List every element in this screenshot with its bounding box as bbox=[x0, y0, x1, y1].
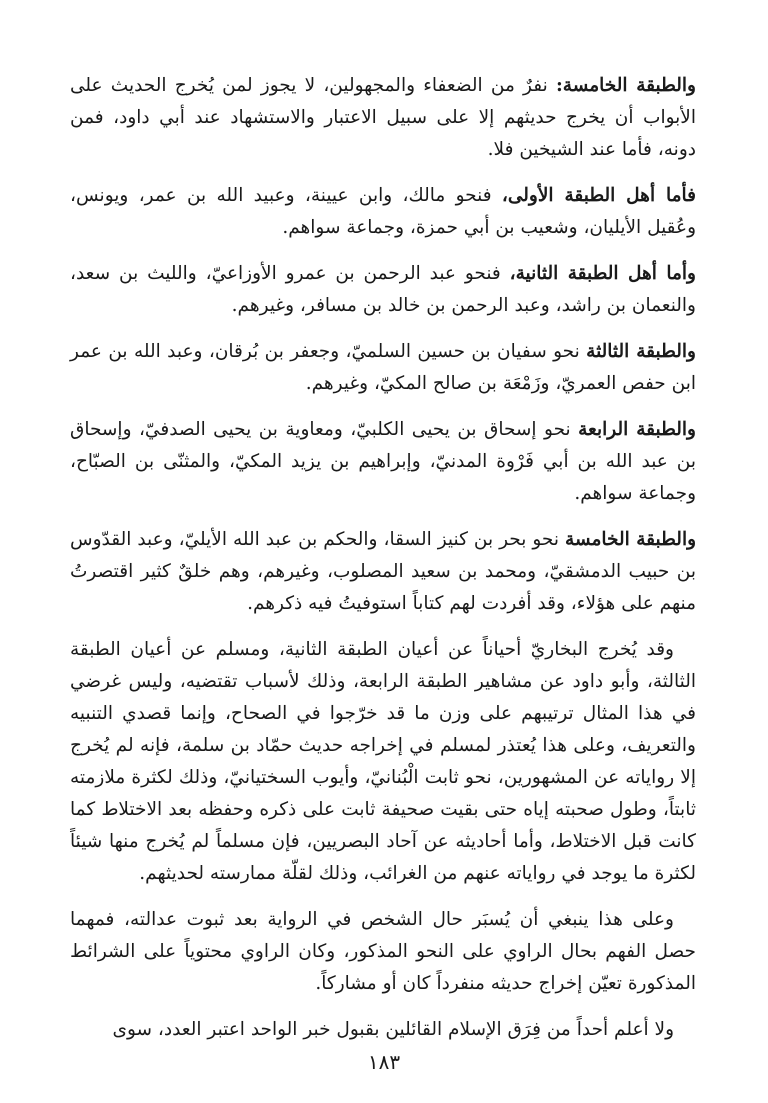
paragraph-tabaqa-3-members bbox=[70, 336, 696, 400]
paragraph-text: وقد يُخرج البخاريّ أحياناً عن أعيان الطبقة الثانية، ومسلم عن أعيان الطبقة الثالثة، وأبو داود عن مشاهير الطبقة الرابعة، وذلك لأسباب تقتضيه، وليس غرضي في هذا المثال ترتيبهم على وزن ما قد خرّجوا في الصحاح، وإنما قصدي التنبيه والتعريف، وعلى هذا يُعتذر لمسلم في إخراجه حديث حمّاد بن سلمة، فإنه لم يُخرج إلا رواياته عن المشهورين، نحو ثابت الْبُنانيّ، وأيوب السختيانيّ، وذلك لكثرة ملازمته ثابتاً، وطول صحبته إياه حتى بقيت صحيفة ثابت على ذكره وحفظه بعد الاختلاط كما كانت قبل الاختلاط، وأما أحاديثه عن آحاد البصريين، فإن مسلماً لم يُخرج منها شيئاً لكثرة ما يوجد في رواياته عنهم من الغرائب، وذلك لقلّة ممارسته لحديثهم. bbox=[70, 639, 696, 884]
paragraph-text: ولا أعلم أحداً من فِرَق الإسلام القائلين بقبول خبر الواحد اعتبر العدد، سوى bbox=[112, 1019, 674, 1040]
paragraph-narrator-assessment bbox=[70, 904, 696, 1000]
paragraph-text: فنحو مالك، وابن عيينة، وعبيد الله بن عمر، ويونس، وعُقيل الأيليان، وشعيب بن أبي حمزة، وجماعة سواهم. bbox=[70, 185, 696, 238]
paragraph-tabaqa-5-members bbox=[70, 524, 696, 620]
paragraph-text: فنحو عبد الرحمن بن عمرو الأوزاعيّ، والليث بن سعد، والنعمان بن راشد، وعبد الرحمن بن خالد بن مسافر، وغيرهم. bbox=[70, 263, 696, 316]
paragraph-bukhari-muslim-note bbox=[70, 634, 696, 890]
paragraph-tabaqa-2-members bbox=[70, 258, 696, 322]
page-number: ١٨٣ bbox=[367, 1050, 401, 1074]
paragraph-text: نحو بحر بن كنيز السقا، والحكم بن عبد الله الأيليّ، وعبد القدّوس بن حبيب الدمشقيّ، ومحمد بن سعيد المصلوب، وغيرهم، وهم خلقٌ كثير اقتصرتُ منهم على هؤلاء، وقد أفردت لهم كتاباً استوفيتُ فيه ذكرهم. bbox=[70, 529, 696, 614]
paragraph-text: نحو سفيان بن حسين السلميّ، وجعفر بن بُرقان، وعبد الله بن عمر ابن حفص العمريّ، وزَمْعَة بن صالح المكيّ، وغيرهم. bbox=[70, 341, 696, 394]
paragraph-text: وعلى هذا ينبغي أن يُسبَر حال الشخص في الرواية بعد ثبوت عدالته، فمهما حصل الفهم بحال الراوي على النحو المذكور، وكان الراوي محتوياً على الشرائط المذكورة تعيّن إخراج حديثه منفرداً كان أو مشاركاً. bbox=[70, 909, 696, 994]
paragraph-tabaqa-4-members bbox=[70, 414, 696, 510]
paragraph-lead: وأما أهل الطبقة الثانية، bbox=[509, 263, 696, 284]
paragraph-ahad-khabar bbox=[70, 1014, 696, 1046]
paragraph-text: نفرٌ من الضعفاء والمجهولين، لا يجوز لمن يُخرج الحديث على الأبواب أن يخرج حديثهم إلا على سبيل الاعتبار والاستشهاد عند أبي داود، فمن دونه، فأما عند الشيخين فلا. bbox=[70, 75, 696, 160]
paragraph-lead: والطبقة الخامسة: bbox=[555, 75, 696, 96]
paragraph-text: نحو إسحاق بن يحيى الكلبيّ، ومعاوية بن يحيى الصدفيّ، وإسحاق بن عبد الله بن أبي فَرْوة المدنيّ، وإبراهيم بن يزيد المكيّ، والمثنّى بن الصبّاح، وجماعة سواهم. bbox=[70, 419, 696, 504]
paragraph-lead: والطبقة الثالثة bbox=[586, 341, 696, 362]
paragraph-lead: فأما أهل الطبقة الأولى، bbox=[501, 185, 697, 206]
page-body bbox=[70, 70, 696, 1046]
paragraph-lead: والطبقة الرابعة bbox=[578, 419, 696, 440]
paragraph-tabaqa-5-definition bbox=[70, 70, 696, 166]
paragraph-lead: والطبقة الخامسة bbox=[565, 529, 697, 550]
paragraph-tabaqa-1-members bbox=[70, 180, 696, 244]
